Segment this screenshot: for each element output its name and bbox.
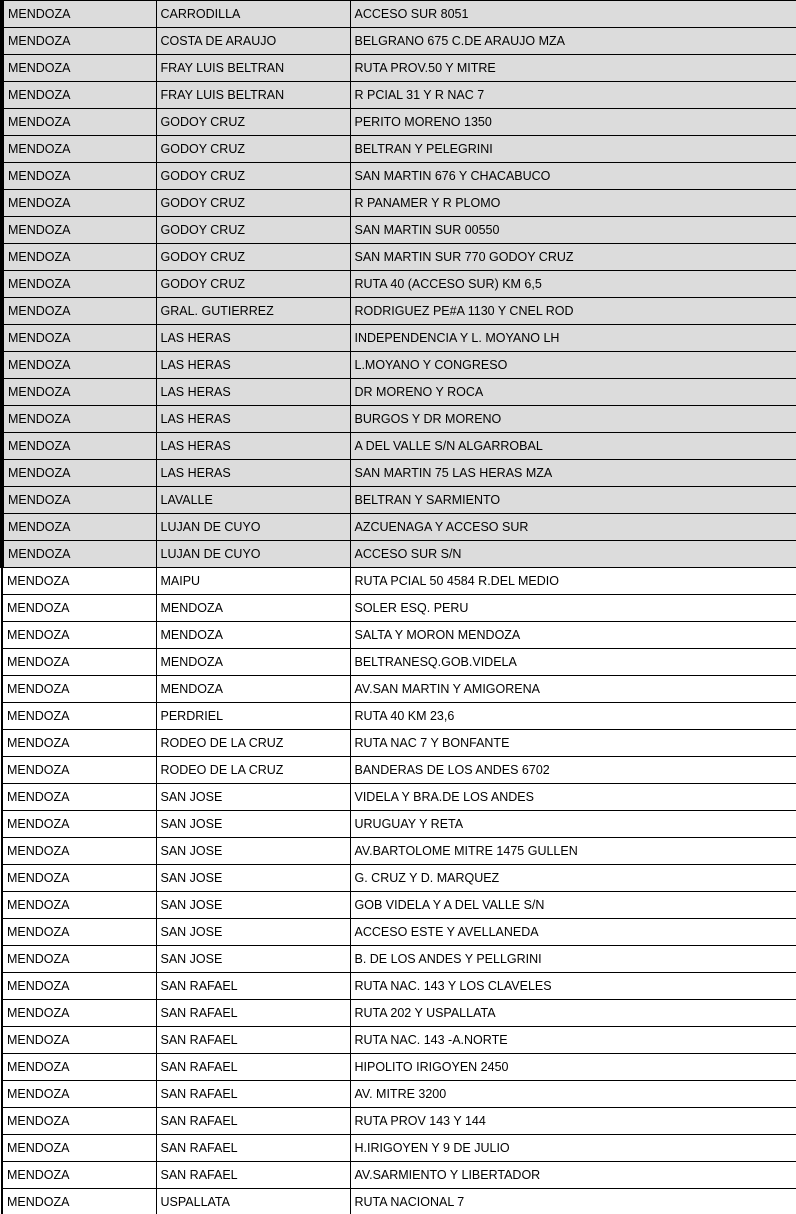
table-row — [2, 1162, 796, 1189]
province-cell[interactable]: MENDOZA — [2, 352, 156, 379]
address-cell[interactable]: SAN MARTIN SUR 00550 — [350, 217, 796, 244]
province-cell[interactable]: MENDOZA — [2, 163, 156, 190]
locality-cell[interactable]: RODEO DE LA CRUZ — [156, 730, 350, 757]
table-row — [2, 406, 796, 433]
address-cell[interactable]: AZCUENAGA Y ACCESO SUR — [350, 514, 796, 541]
locality-cell[interactable]: GRAL. GUTIERREZ — [156, 298, 350, 325]
table-row — [2, 703, 796, 730]
locality-cell[interactable]: LAS HERAS — [156, 325, 350, 352]
province-cell[interactable]: MENDOZA — [2, 1000, 156, 1027]
locality-cell[interactable]: GODOY CRUZ — [156, 244, 350, 271]
locality-cell[interactable]: LAS HERAS — [156, 406, 350, 433]
province-cell[interactable]: MENDOZA — [2, 28, 156, 55]
locality-cell[interactable]: SAN JOSE — [156, 892, 350, 919]
province-cell[interactable]: MENDOZA — [2, 487, 156, 514]
province-cell[interactable]: MENDOZA — [2, 568, 156, 595]
province-cell[interactable]: MENDOZA — [2, 757, 156, 784]
address-cell[interactable]: R PCIAL 31 Y R NAC 7 — [350, 82, 796, 109]
province-cell[interactable]: MENDOZA — [2, 460, 156, 487]
province-cell[interactable]: MENDOZA — [2, 325, 156, 352]
table-row — [2, 109, 796, 136]
province-cell[interactable]: MENDOZA — [2, 298, 156, 325]
address-cell[interactable]: RUTA 40 KM 23,6 — [350, 703, 796, 730]
locality-cell[interactable]: FRAY LUIS BELTRAN — [156, 55, 350, 82]
table-row — [2, 379, 796, 406]
address-cell[interactable]: BELTRAN Y PELEGRINI — [350, 136, 796, 163]
province-cell[interactable]: MENDOZA — [2, 703, 156, 730]
address-cell[interactable]: SOLER ESQ. PERU — [350, 595, 796, 622]
address-cell[interactable]: BELGRANO 675 C.DE ARAUJO MZA — [350, 28, 796, 55]
province-cell[interactable]: MENDOZA — [2, 433, 156, 460]
address-cell[interactable]: B. DE LOS ANDES Y PELLGRINI — [350, 946, 796, 973]
table-row — [2, 1189, 796, 1214]
province-cell[interactable]: MENDOZA — [2, 136, 156, 163]
locality-cell[interactable]: SAN RAFAEL — [156, 1054, 350, 1081]
address-cell[interactable]: SAN MARTIN 75 LAS HERAS MZA — [350, 460, 796, 487]
province-cell[interactable]: MENDOZA — [2, 730, 156, 757]
address-cell[interactable]: PERITO MORENO 1350 — [350, 109, 796, 136]
locality-cell[interactable]: MENDOZA — [156, 649, 350, 676]
address-cell[interactable]: DR MORENO Y ROCA — [350, 379, 796, 406]
locality-cell[interactable]: CARRODILLA — [156, 1, 350, 28]
table-row — [2, 892, 796, 919]
table-row — [2, 244, 796, 271]
table-row — [2, 460, 796, 487]
locality-cell[interactable]: SAN JOSE — [156, 784, 350, 811]
locality-cell[interactable]: SAN RAFAEL — [156, 1162, 350, 1189]
address-cell[interactable]: ACCESO SUR 8051 — [350, 1, 796, 28]
locality-cell[interactable]: LAVALLE — [156, 487, 350, 514]
table-row — [2, 82, 796, 109]
table-row — [2, 1135, 796, 1162]
locality-cell[interactable]: SAN RAFAEL — [156, 1027, 350, 1054]
address-cell[interactable]: RUTA NAC. 143 Y LOS CLAVELES — [350, 973, 796, 1000]
province-cell[interactable]: MENDOZA — [2, 541, 156, 568]
province-cell[interactable]: MENDOZA — [2, 838, 156, 865]
province-cell[interactable]: MENDOZA — [2, 271, 156, 298]
address-cell[interactable]: RUTA PCIAL 50 4584 R.DEL MEDIO — [350, 568, 796, 595]
locality-cell[interactable]: SAN RAFAEL — [156, 1108, 350, 1135]
locality-cell[interactable]: SAN JOSE — [156, 865, 350, 892]
table-row — [2, 28, 796, 55]
table-row — [2, 1, 796, 28]
table-row — [2, 136, 796, 163]
locality-cell[interactable]: LAS HERAS — [156, 352, 350, 379]
table-row — [2, 217, 796, 244]
province-cell[interactable]: MENDOZA — [2, 811, 156, 838]
address-cell[interactable]: RUTA NACIONAL 7 — [350, 1189, 796, 1214]
locality-cell[interactable]: MENDOZA — [156, 676, 350, 703]
address-cell[interactable]: BELTRANESQ.GOB.VIDELA — [350, 649, 796, 676]
locality-cell[interactable]: SAN RAFAEL — [156, 973, 350, 1000]
table-row — [2, 784, 796, 811]
table-row — [2, 298, 796, 325]
locality-cell[interactable]: SAN JOSE — [156, 838, 350, 865]
address-cell[interactable]: RUTA PROV 143 Y 144 — [350, 1108, 796, 1135]
address-cell[interactable]: R PANAMER Y R PLOMO — [350, 190, 796, 217]
locality-cell[interactable]: GODOY CRUZ — [156, 163, 350, 190]
province-cell[interactable]: MENDOZA — [2, 973, 156, 1000]
province-cell[interactable]: MENDOZA — [2, 379, 156, 406]
table-row — [2, 1081, 796, 1108]
address-cell[interactable]: L.MOYANO Y CONGRESO — [350, 352, 796, 379]
province-cell[interactable]: MENDOZA — [2, 1108, 156, 1135]
table-row — [2, 487, 796, 514]
address-cell[interactable]: BANDERAS DE LOS ANDES 6702 — [350, 757, 796, 784]
address-cell[interactable]: AV. MITRE 3200 — [350, 1081, 796, 1108]
address-cell[interactable]: SALTA Y MORON MENDOZA — [350, 622, 796, 649]
table-row — [2, 811, 796, 838]
table-row — [2, 757, 796, 784]
table-row — [2, 1027, 796, 1054]
locality-cell[interactable]: COSTA DE ARAUJO — [156, 28, 350, 55]
table-row — [2, 514, 796, 541]
table-row — [2, 946, 796, 973]
table-row — [2, 55, 796, 82]
locality-cell[interactable]: MAIPU — [156, 568, 350, 595]
province-cell[interactable]: MENDOZA — [2, 595, 156, 622]
address-cell[interactable]: AV.BARTOLOME MITRE 1475 GULLEN — [350, 838, 796, 865]
locality-cell[interactable]: MENDOZA — [156, 595, 350, 622]
province-cell[interactable]: MENDOZA — [2, 1027, 156, 1054]
address-cell[interactable]: HIPOLITO IRIGOYEN 2450 — [350, 1054, 796, 1081]
table-row — [2, 352, 796, 379]
table-row — [2, 838, 796, 865]
locality-cell[interactable]: SAN JOSE — [156, 919, 350, 946]
province-cell[interactable]: MENDOZA — [2, 514, 156, 541]
table-row — [2, 1108, 796, 1135]
table-row — [2, 730, 796, 757]
locality-cell[interactable]: LUJAN DE CUYO — [156, 514, 350, 541]
province-cell[interactable]: MENDOZA — [2, 1135, 156, 1162]
province-cell[interactable]: MENDOZA — [2, 946, 156, 973]
table-row — [2, 622, 796, 649]
address-cell[interactable]: BURGOS Y DR MORENO — [350, 406, 796, 433]
locality-cell[interactable]: SAN RAFAEL — [156, 1000, 350, 1027]
table-row — [2, 865, 796, 892]
table-row — [2, 676, 796, 703]
address-cell[interactable]: A DEL VALLE S/N ALGARROBAL — [350, 433, 796, 460]
province-cell[interactable]: MENDOZA — [2, 82, 156, 109]
address-cell[interactable]: H.IRIGOYEN Y 9 DE JULIO — [350, 1135, 796, 1162]
province-cell[interactable]: MENDOZA — [2, 1054, 156, 1081]
address-cell[interactable]: SAN MARTIN 676 Y CHACABUCO — [350, 163, 796, 190]
table-row — [2, 595, 796, 622]
address-cell[interactable]: INDEPENDENCIA Y L. MOYANO LH — [350, 325, 796, 352]
locality-cell[interactable]: SAN RAFAEL — [156, 1081, 350, 1108]
table-row — [2, 271, 796, 298]
locality-cell[interactable]: GODOY CRUZ — [156, 190, 350, 217]
locality-cell[interactable]: LAS HERAS — [156, 433, 350, 460]
locality-cell[interactable]: GODOY CRUZ — [156, 136, 350, 163]
table-row — [2, 649, 796, 676]
locality-cell[interactable]: SAN JOSE — [156, 946, 350, 973]
province-cell[interactable]: MENDOZA — [2, 406, 156, 433]
locality-cell[interactable]: PERDRIEL — [156, 703, 350, 730]
province-cell[interactable]: MENDOZA — [2, 622, 156, 649]
province-cell[interactable]: MENDOZA — [2, 217, 156, 244]
address-cell[interactable]: ACCESO SUR S/N — [350, 541, 796, 568]
table-row — [2, 190, 796, 217]
address-cell[interactable]: AV.SARMIENTO Y LIBERTADOR — [350, 1162, 796, 1189]
address-cell[interactable]: RUTA NAC. 143 -A.NORTE — [350, 1027, 796, 1054]
province-cell[interactable]: MENDOZA — [2, 649, 156, 676]
table-row — [2, 973, 796, 1000]
locality-cell[interactable]: SAN JOSE — [156, 811, 350, 838]
province-cell[interactable]: MENDOZA — [2, 1081, 156, 1108]
locality-cell[interactable]: RODEO DE LA CRUZ — [156, 757, 350, 784]
address-cell[interactable]: RODRIGUEZ PE#A 1130 Y CNEL ROD — [350, 298, 796, 325]
address-cell[interactable]: BELTRAN Y SARMIENTO — [350, 487, 796, 514]
province-cell[interactable]: MENDOZA — [2, 190, 156, 217]
address-cell[interactable]: RUTA PROV.50 Y MITRE — [350, 55, 796, 82]
province-cell[interactable]: MENDOZA — [2, 784, 156, 811]
locality-cell[interactable]: FRAY LUIS BELTRAN — [156, 82, 350, 109]
locality-cell[interactable]: GODOY CRUZ — [156, 217, 350, 244]
province-cell[interactable]: MENDOZA — [2, 109, 156, 136]
address-cell[interactable]: GOB VIDELA Y A DEL VALLE S/N — [350, 892, 796, 919]
address-cell[interactable]: URUGUAY Y RETA — [350, 811, 796, 838]
province-cell[interactable]: MENDOZA — [2, 676, 156, 703]
locality-cell[interactable]: MENDOZA — [156, 622, 350, 649]
address-cell[interactable]: G. CRUZ Y D. MARQUEZ — [350, 865, 796, 892]
table-row — [2, 919, 796, 946]
province-cell[interactable]: MENDOZA — [2, 919, 156, 946]
province-cell[interactable]: MENDOZA — [2, 1189, 156, 1214]
locality-cell[interactable]: LUJAN DE CUYO — [156, 541, 350, 568]
address-cell[interactable]: AV.SAN MARTIN Y AMIGORENA — [350, 676, 796, 703]
province-cell[interactable]: MENDOZA — [2, 1162, 156, 1189]
table-row — [2, 433, 796, 460]
province-cell[interactable]: MENDOZA — [2, 244, 156, 271]
table-row — [2, 541, 796, 568]
table-row — [2, 325, 796, 352]
address-cell[interactable]: RUTA NAC 7 Y BONFANTE — [350, 730, 796, 757]
table-body — [2, 1, 796, 1214]
locality-cell[interactable]: GODOY CRUZ — [156, 109, 350, 136]
address-cell[interactable]: VIDELA Y BRA.DE LOS ANDES — [350, 784, 796, 811]
table-row — [2, 163, 796, 190]
address-cell[interactable]: SAN MARTIN SUR 770 GODOY CRUZ — [350, 244, 796, 271]
province-cell[interactable]: MENDOZA — [2, 865, 156, 892]
table-row — [2, 1000, 796, 1027]
locality-cell[interactable]: USPALLATA — [156, 1189, 350, 1214]
address-cell[interactable]: ACCESO ESTE Y AVELLANEDA — [350, 919, 796, 946]
locality-cell[interactable]: SAN RAFAEL — [156, 1135, 350, 1162]
locality-cell[interactable]: LAS HERAS — [156, 379, 350, 406]
table-row — [2, 1054, 796, 1081]
table-row — [2, 568, 796, 595]
locality-cell[interactable]: GODOY CRUZ — [156, 271, 350, 298]
province-cell[interactable]: MENDOZA — [2, 892, 156, 919]
province-cell[interactable]: MENDOZA — [2, 55, 156, 82]
address-cell[interactable]: RUTA 202 Y USPALLATA — [350, 1000, 796, 1027]
province-cell[interactable]: MENDOZA — [2, 1, 156, 28]
address-cell[interactable]: RUTA 40 (ACCESO SUR) KM 6,5 — [350, 271, 796, 298]
locality-cell[interactable]: LAS HERAS — [156, 460, 350, 487]
